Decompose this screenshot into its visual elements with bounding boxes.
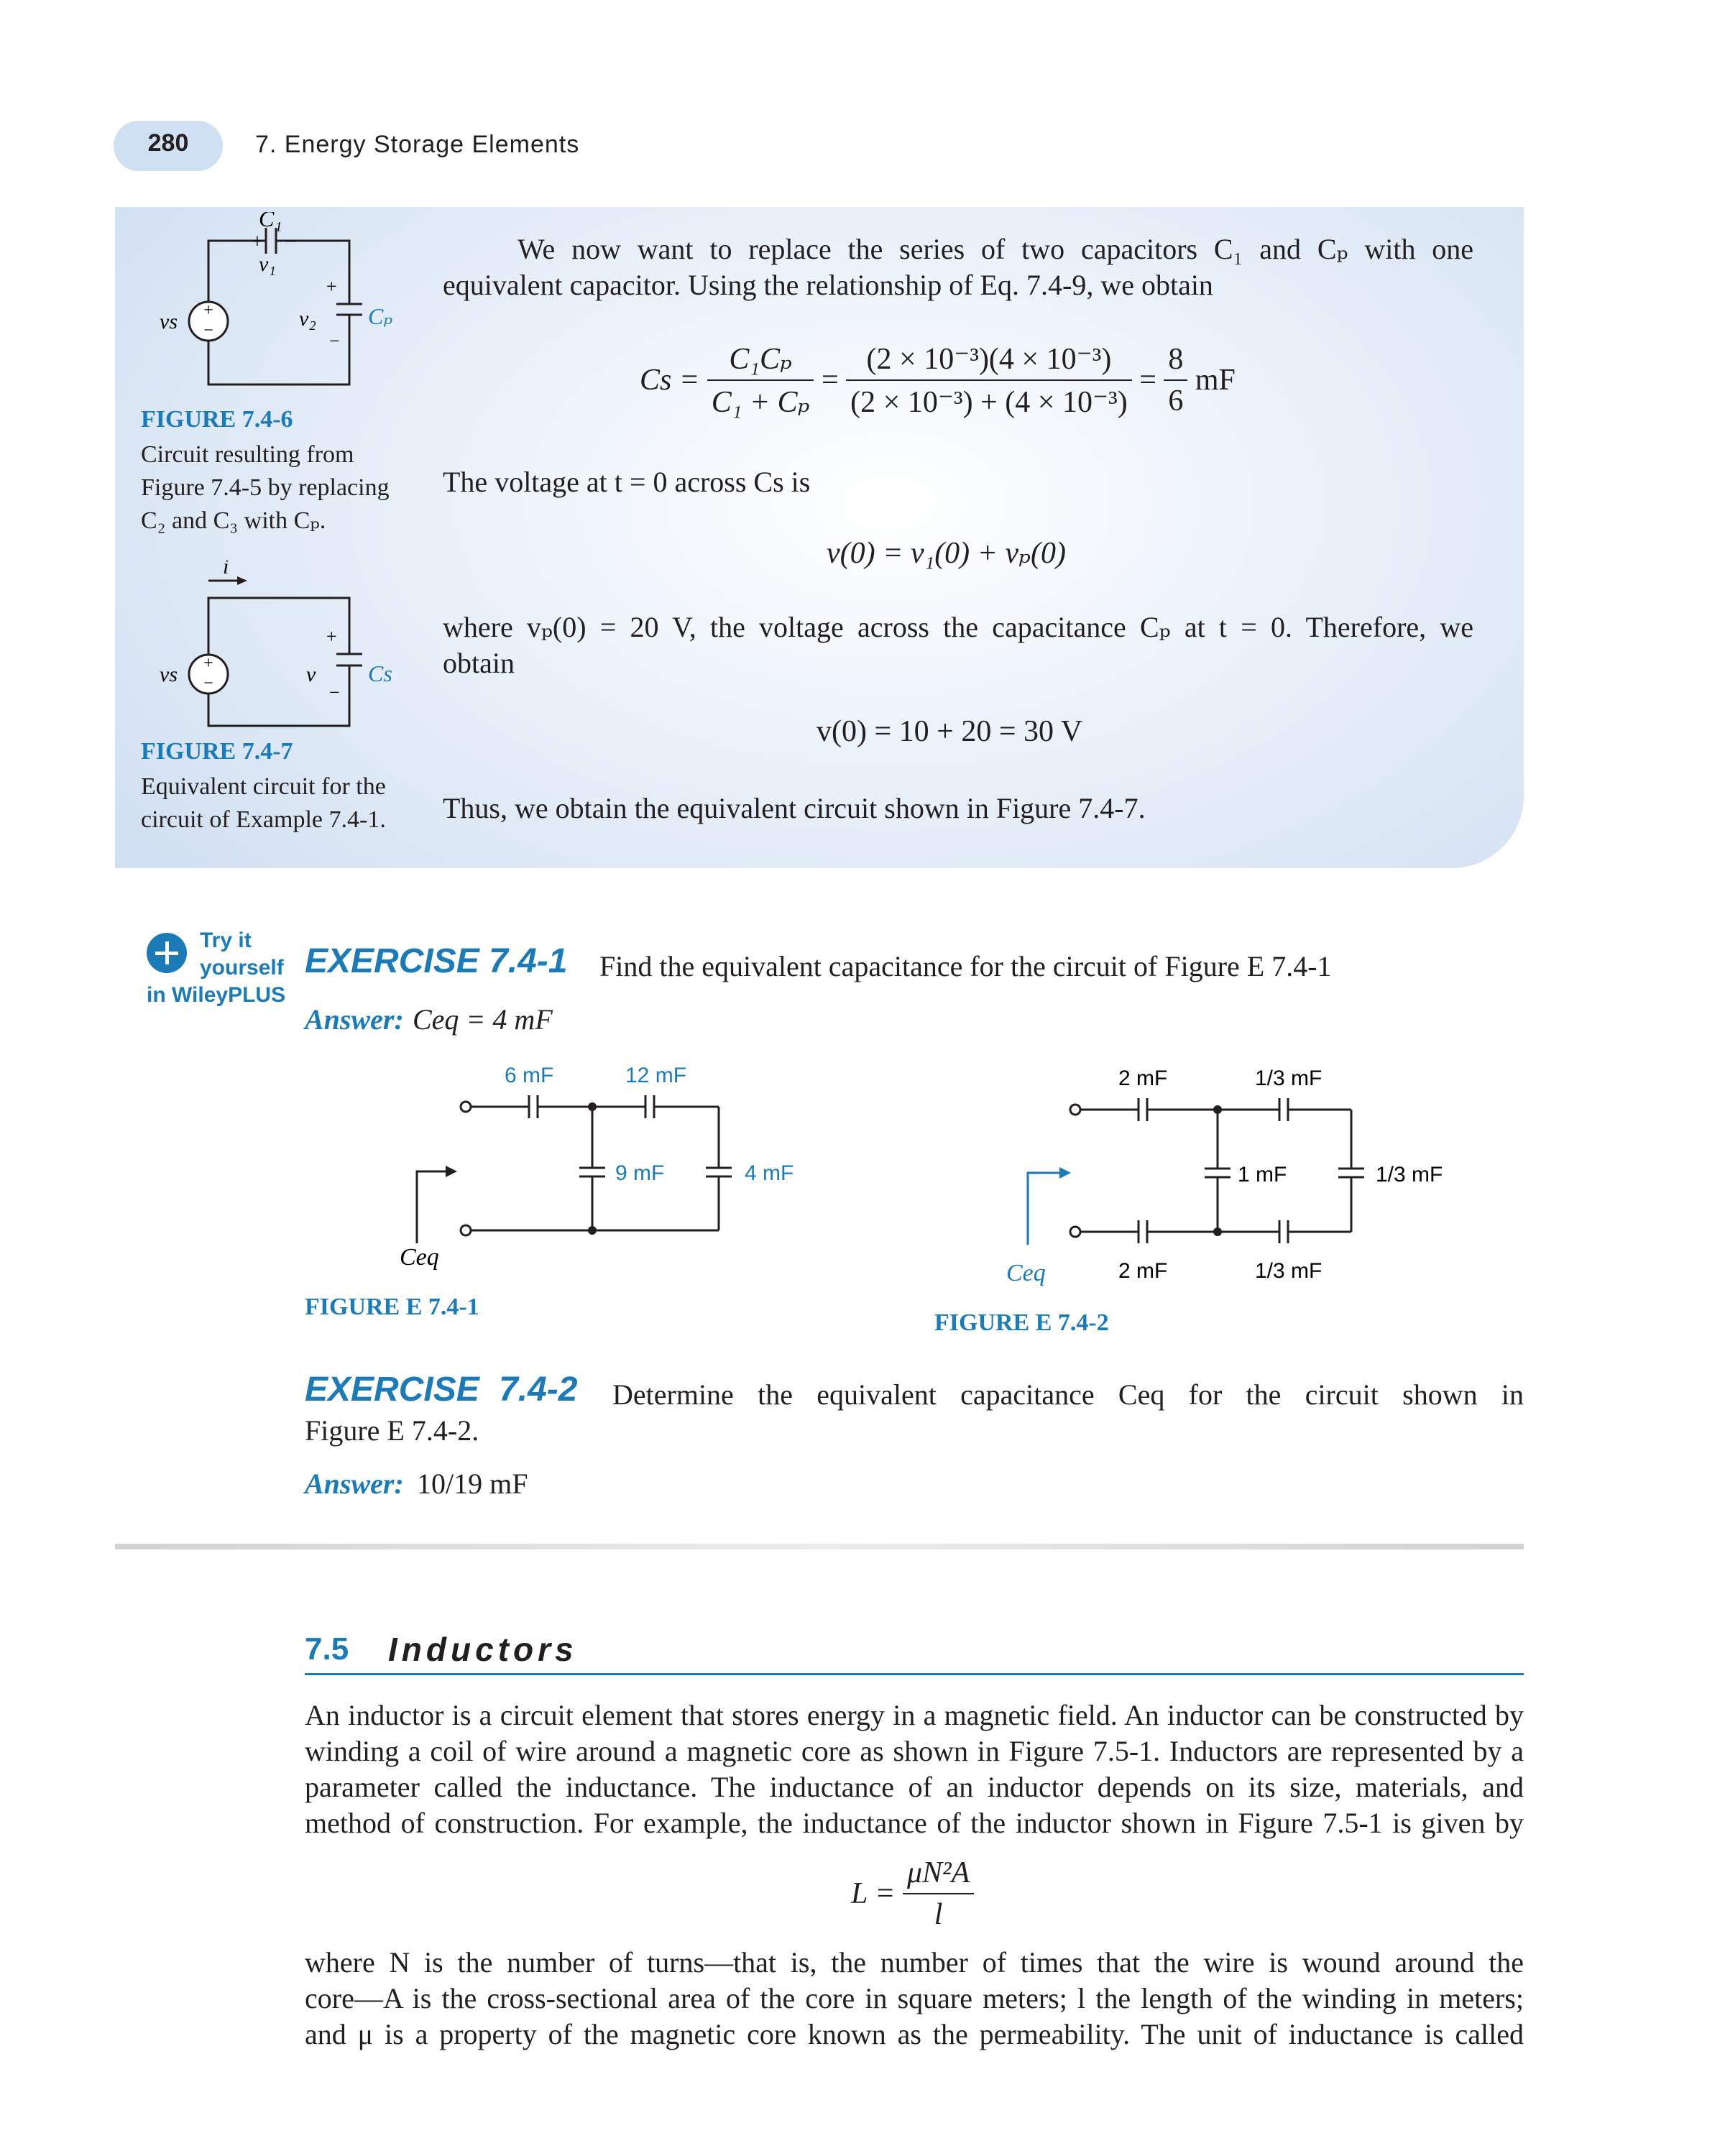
section-number: 7.5 [305,1631,349,1667]
example-para1-line1: We now want to replace the series of two capacitors C₁ and Cₚ with one [518,233,1473,265]
section-title: Inductors [388,1631,578,1668]
label-bot-right-third-mf: 1/3 mF [1255,1259,1322,1283]
label-ceq: Ceq [400,1244,439,1271]
label-cs-minus: − [329,682,340,703]
label-i: i [223,561,229,579]
figure-e-7-4-1-circuit [388,1056,848,1272]
section-divider [115,1544,1524,1549]
exercise-7-4-1-answer-value: Ceq = 4 mF [413,1003,553,1036]
label-12mf: 12 mF [625,1064,687,1087]
label-9mf: 9 mF [615,1161,665,1185]
equation-cs: Cs = $\frac{\text{C₁Cₚ}}{\text{C₁ + Cₚ}}$ = $\frac{\text{(2 × 10⁻³)(4 × 10⁻³)}}{\text{(2 × 10⁻³) + (4 × 10⁻³)}}$ = $\frac{8}{6}$ mF [640,341,1236,420]
figure-7-4-7-circuit [144,561,431,740]
figure-7-4-7-title: FIGURE 7.4-7 [141,738,293,765]
label-c1-plus: + [252,231,263,253]
label-cp-minus: − [329,331,340,351]
label-6mf: 6 mF [505,1064,554,1087]
wileyplus-yourself[interactable]: yourself [200,956,284,980]
label-c1-minus: − [285,231,296,253]
where-line2: obtain [443,647,515,679]
thus-line: Thus, we obtain the equivalent circuit shown in Figure 7.4-7. [443,792,1146,824]
figure-7-4-6-title: FIGURE 7.4-6 [141,406,293,433]
figure-7-4-6-caption: Circuit resulting from Figure 7.4-5 by replacing C₂ and C₃ with Cₚ. [141,441,390,534]
section-paragraph-1: An inductor is a circuit element that stores energy in a magnetic field. An inductor can be constructed by winding a coil of wire around a magnetic core as shown in Figure 7.5-1. Inductors are represented by a parameter called the inductance. The inductance of an inductor depends on its size, materials, and method of construction. For example, the inductance of the inductor shown in Figure 7.5-1 is given by [305,1699,1524,1839]
label-c1: C₁ [259,212,282,231]
label-right-third-mf: 1/3 mF [1376,1163,1443,1187]
label-cp-plus: + [326,276,337,297]
vs-source-plus: + [203,654,213,673]
exercise-7-4-2-answer-label: Answer: [305,1468,404,1500]
exercise-7-4-2-text-line2: Figure E 7.4-2. [305,1414,479,1447]
equation-v0-result: v(0) = 10 + 20 = 30 V [816,715,1083,748]
label-top-left-2mf: 2 mF [1118,1067,1168,1090]
voltage-line: The voltage at t = 0 across Cs is [443,466,811,498]
label-cp: Cₚ [368,303,393,329]
label-v2: v₂ [299,307,316,331]
exercise-7-4-2-text-line1: Determine the equivalent capacitance Ceq for the circuit shown in [612,1378,1524,1411]
section-heading-rule [305,1673,1524,1675]
label-v: v [306,663,316,686]
section-paragraph-2: where N is the number of turns—that is, the number of times that the wire is wound around the core—A is the cross-sectional area of the core in square meters; l the length of the winding in meters; and μ is a property of the magnetic core known as the permeability. The unit of inductance is called [305,1946,1524,2050]
where-line1: where vₚ(0) = 20 V, the voltage across the capacitance Cₚ at t = 0. Therefore, we [443,611,1473,643]
label-mid-1mf: 1 mF [1238,1163,1287,1187]
figure-7-4-7-caption: Equivalent circuit for the circuit of Example 7.4-1. [141,773,386,833]
wileyplus-try-it[interactable]: Try it [200,929,252,952]
equation-inductance: L = $\frac{\text{μN²A}}{l}$ [851,1856,974,1932]
equation-v0: v(0) = v₁(0) + vₚ(0) [827,537,1066,570]
label-vs: vs [160,663,178,686]
exercise-7-4-2-answer-value: 10/19 mF [417,1468,528,1500]
figure-e-7-4-1-title: FIGURE E 7.4-1 [305,1294,479,1320]
exercise-7-4-1-answer-label: Answer: [305,1003,404,1036]
label-v1: v₁ [259,252,276,276]
vs-source-minus: − [203,321,213,340]
exercise-7-4-2-label: EXERCISE 7.4-2 [305,1370,578,1409]
label-4mf: 4 mF [745,1161,794,1185]
exercise-7-4-1-text: Find the equivalent capacitance for the circuit of Figure E 7.4-1 [599,950,1332,982]
figure-e-7-4-2-title: FIGURE E 7.4-2 [934,1309,1109,1336]
label-vs: vs [160,310,178,333]
vs-source-minus: − [203,674,213,693]
exercise-7-4-1-label: EXERCISE 7.4-1 [305,942,568,980]
label-cs-plus: + [326,626,337,647]
wileyplus-link[interactable]: in WileyPLUS [147,983,286,1007]
figure-7-4-6-circuit [144,212,431,406]
vs-source-plus: + [203,301,213,320]
page-number: 280 [147,129,189,157]
figure-e-7-4-2-circuit [1006,1056,1466,1294]
chapter-title: 7. Energy Storage Elements [255,131,580,158]
label-cs: Cs [368,660,392,686]
label-ceq: Ceq [1006,1260,1046,1286]
example-para1-line2: equivalent capacitor. Using the relationship of Eq. 7.4-9, we obtain [443,269,1213,301]
label-top-right-third-mf: 1/3 mF [1255,1067,1322,1090]
label-bot-left-2mf: 2 mF [1118,1259,1168,1283]
wileyplus-plus-icon[interactable] [147,933,187,973]
